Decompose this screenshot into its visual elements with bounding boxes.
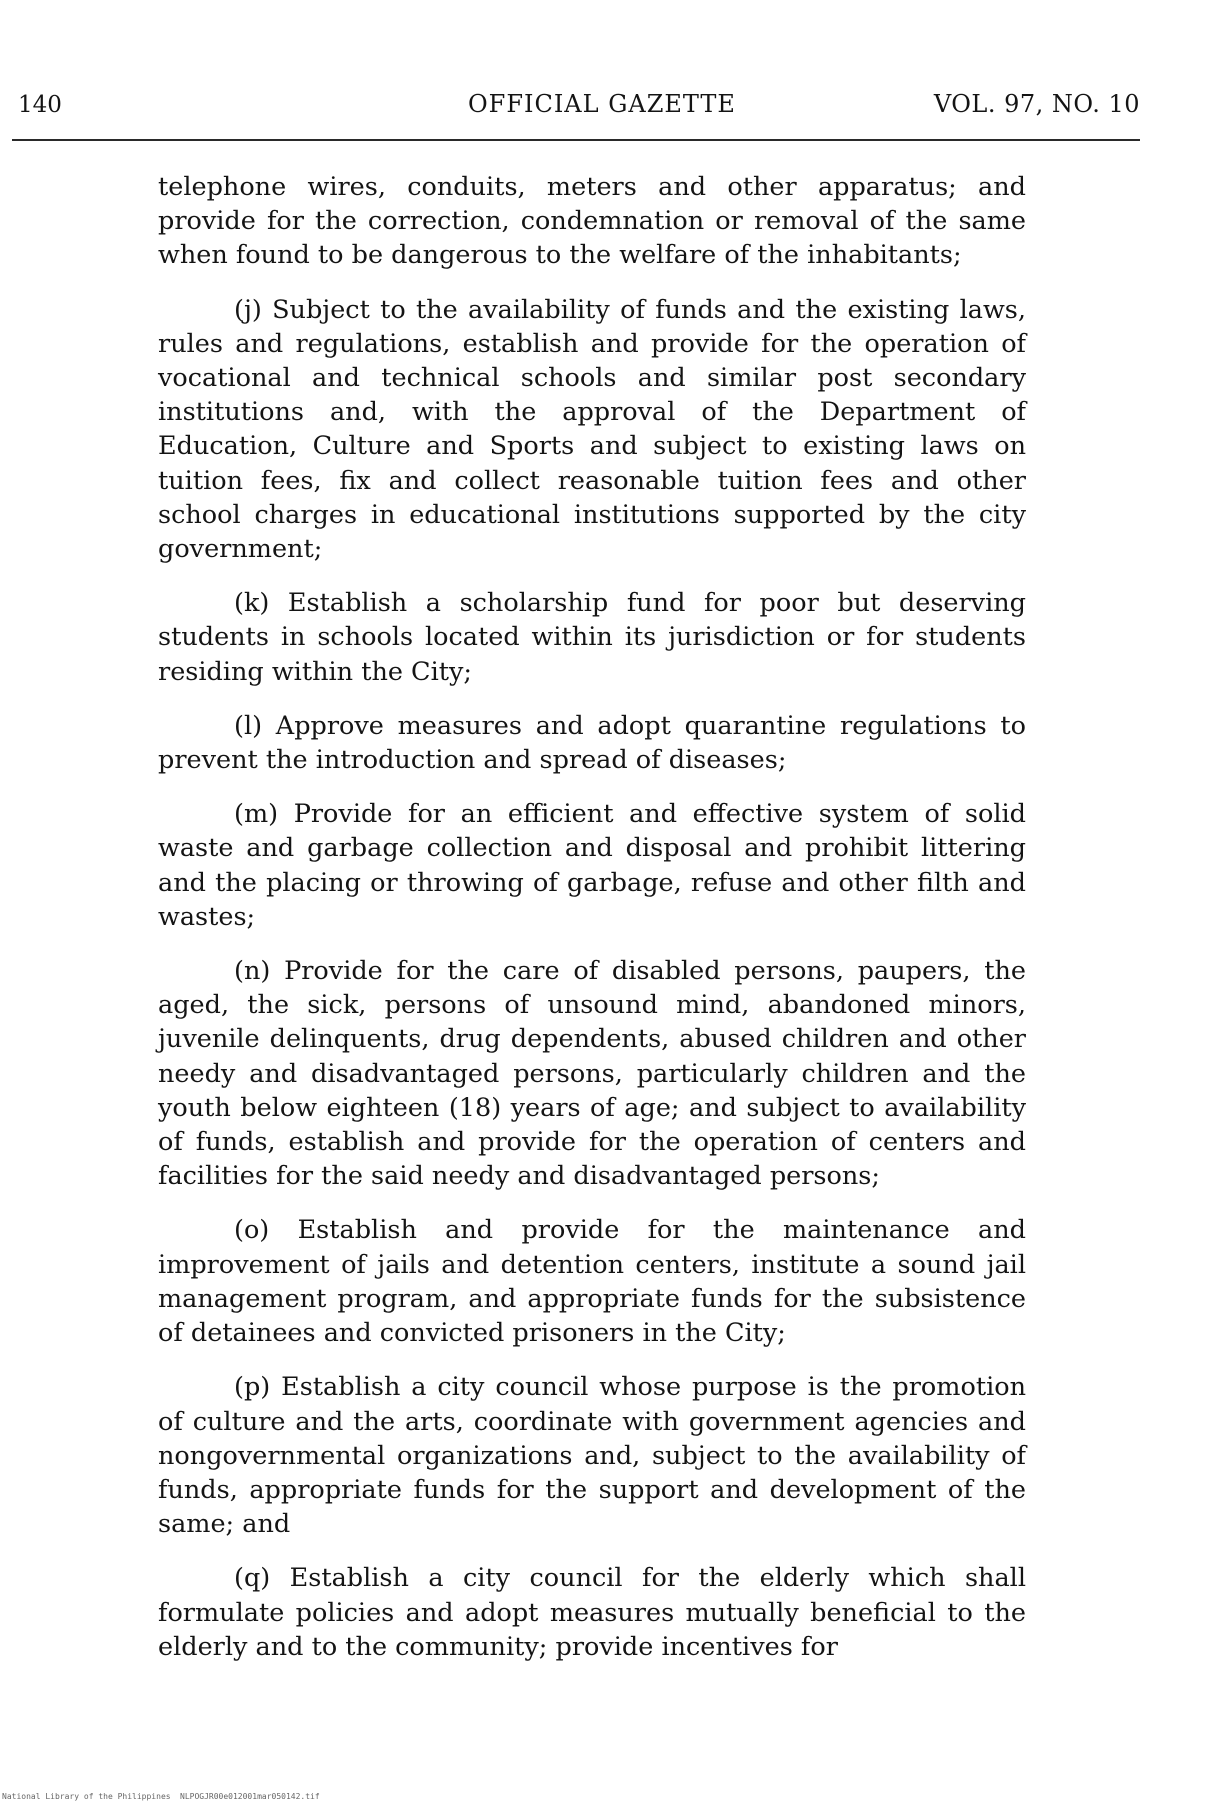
scan-filename: NLPOGJR00e012001mar050142.tif xyxy=(180,1792,320,1801)
volume-number: VOL. 97, NO. 10 xyxy=(933,90,1140,118)
paragraph-m: (m) Provide for an efficient and effective system of solid waste and garbage collection and disposal and prohibit littering and the placing or throwing of garbage, refuse and other filth and wastes; xyxy=(158,799,1026,932)
paragraph-n: (n) Provide for the care of disabled persons, paupers, the aged, the sick, persons of unsound mind, abandoned minors, juvenile delinquents, drug dependents, abused children and other needy and disadvantaged persons, particularly children and the youth below eighteen (18) years of age; and subject to availability of funds, establish and provide for the operation of centers and facilities for the said needy and disadvantaged persons; xyxy=(158,956,1026,1192)
library-stamp: National Library of the Philippines xyxy=(2,1792,171,1801)
paragraph-o: (o) Establish and provide for the maintenance and improvement of jails and detention centers, institute a sound jail management program, and appropriate funds for the subsistence of detainees and convicted prisoners in the City; xyxy=(158,1215,1026,1349)
header-rule xyxy=(12,139,1140,141)
running-header xyxy=(18,88,1140,128)
paragraph-continuation: telephone wires, conduits, meters and other apparatus; and provide for the correction, condemnation or removal of the same when found to be dangerous to the welfare of the inhabitants; xyxy=(158,172,1026,271)
paragraph-k: (k) Establish a scholarship fund for poor but deserving students in schools located within its jurisdiction or for students residing within the City; xyxy=(158,588,1026,687)
publication-title: OFFICIAL GAZETTE xyxy=(468,90,736,118)
paragraph-p: (p) Establish a city council whose purpose is the promotion of culture and the arts, coordinate with government agencies and nongovernmental organizations and, subject to the availability of funds, appropriate funds for the support and development of the same; and xyxy=(158,1372,1026,1540)
paragraph-j: (j) Subject to the availability of funds and the existing laws, rules and regulations, establish and provide for the operation of vocational and technical schools and similar post secondary institutions and, with the approval of the Department of Education, Culture and Sports and subject to existing laws on tuition fees, fix and collect reasonable tuition fees and other school charges in educational institutions supported by the city government; xyxy=(158,294,1026,565)
paragraph-l: (l) Approve measures and adopt quarantine regulations to prevent the introduction and spread of diseases; xyxy=(158,710,1026,776)
page-number: 140 xyxy=(18,92,62,118)
body-text xyxy=(158,170,1026,1684)
paragraph-q: (q) Establish a city council for the elderly which shall formulate policies and adopt measures mutually beneficial to the elderly and to the community; provide incentives for xyxy=(158,1563,1026,1662)
scan-footer xyxy=(0,1788,330,1804)
